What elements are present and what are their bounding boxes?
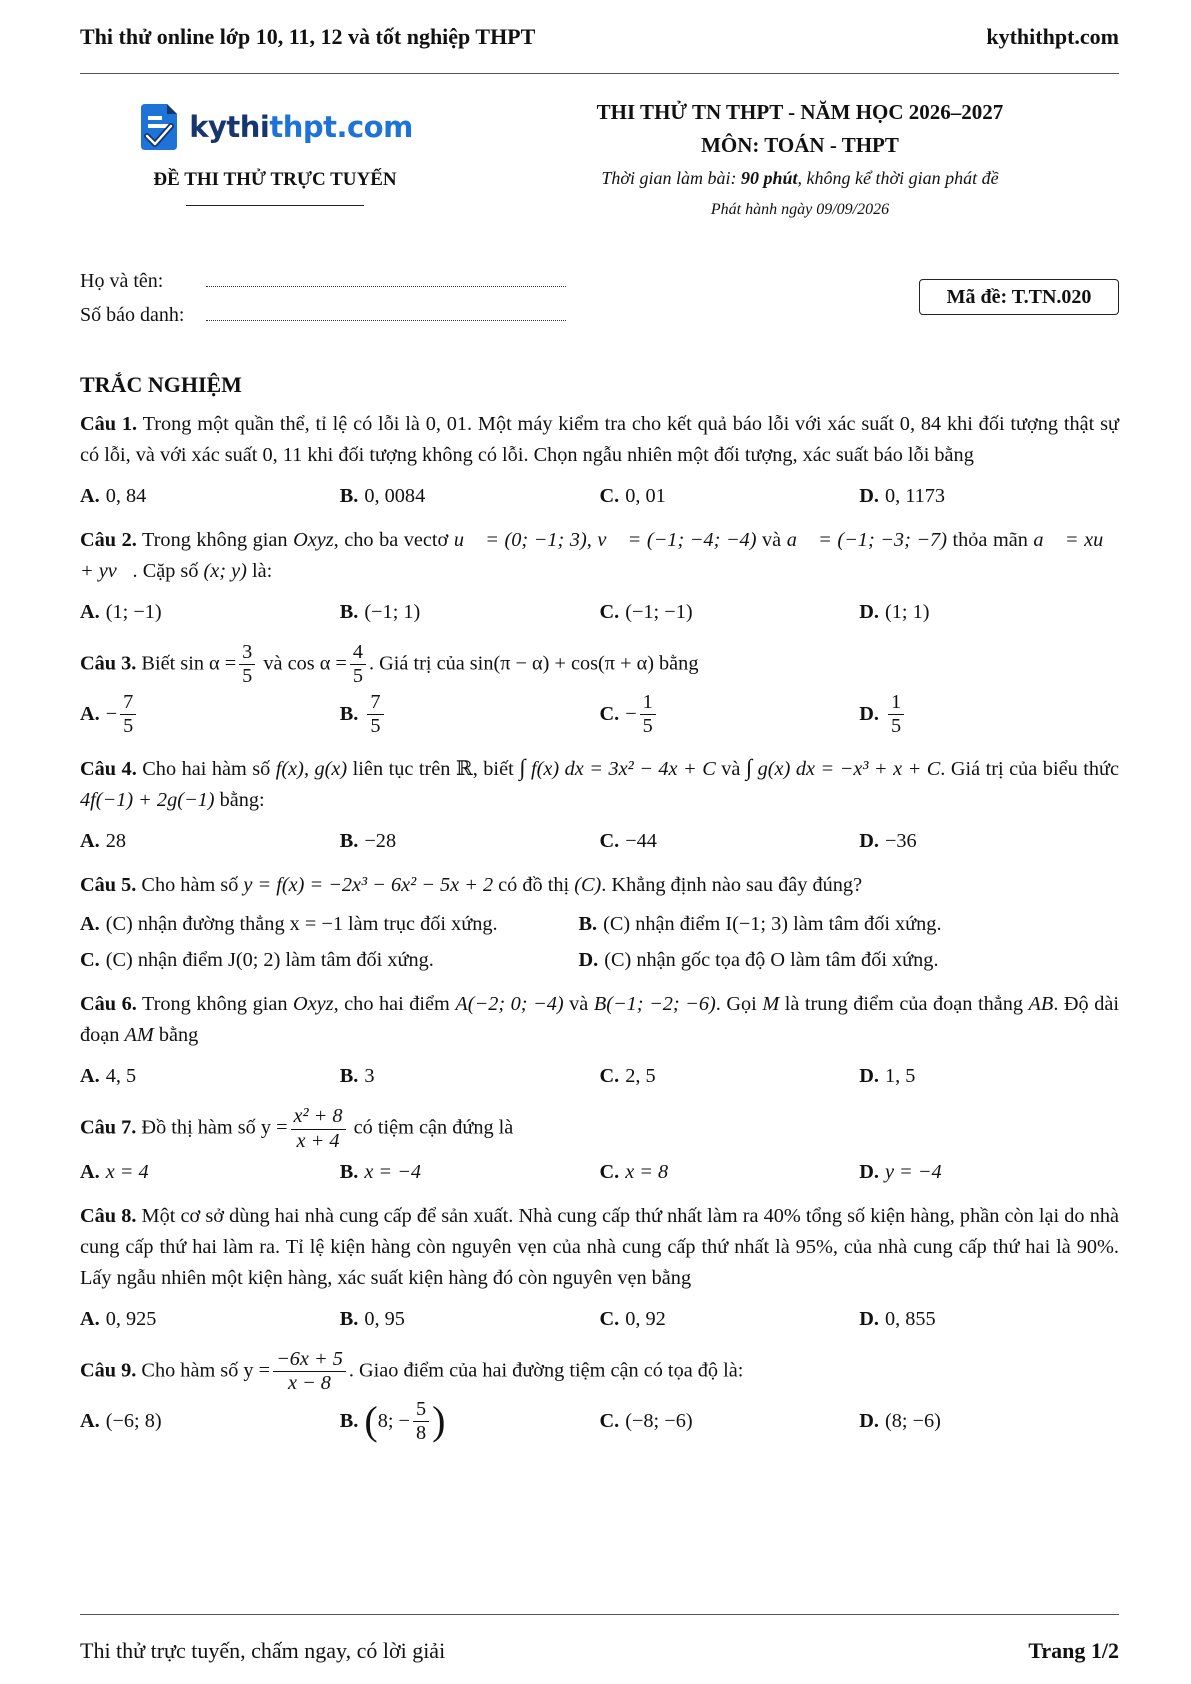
- option-d[interactable]: D. 1, 5: [859, 1065, 916, 1088]
- option-b[interactable]: B. 0, 0084: [339, 485, 426, 507]
- question-stem: Câu 5. Cho hàm số y = f(x) = −2x³ − 6x² − 5x + 2 có đồ thị (C). Khẳng định nào sau đây đúng?: [80, 874, 863, 897]
- question-stem: Câu 9. Cho hàm số y = $\frac{-6x + 5}{x - 8}$ . Giao điểm của hai đường tiệm cận có tọa độ là:: [80, 1347, 744, 1395]
- fraction: $\frac{3}{5}$: [239, 641, 255, 689]
- option-c[interactable]: C. 0, 01: [599, 485, 666, 507]
- header-site-link[interactable]: kythithpt.com: [986, 24, 1119, 49]
- option-a[interactable]: A. 4, 5: [80, 1065, 137, 1088]
- exam-code-box: Mã đề: T.TN.020: [919, 279, 1119, 315]
- option-a[interactable]: A. (1; −1): [80, 601, 162, 623]
- option-b[interactable]: B. ( 8; − $\frac{5}{8}$ ): [339, 1397, 446, 1444]
- student-id-field[interactable]: [206, 306, 566, 321]
- page-footer: [80, 1638, 1119, 1664]
- site-logo: [137, 100, 413, 154]
- fraction: $\frac{\text{x² + 8}}{x + 4}$: [291, 1105, 346, 1153]
- footer-tagline: Thi thử trực tuyến, chấm ngay, có lời giải: [80, 1638, 446, 1663]
- question-6: [80, 989, 1119, 1091]
- answer-options: [80, 1061, 1119, 1091]
- page-number: Trang 1/2: [1028, 1638, 1119, 1663]
- option-c[interactable]: C. (C) nhận điểm J(0; 2) làm tâm đối xứng.: [80, 949, 434, 972]
- option-b[interactable]: B. (C) nhận điểm I(−1; 3) làm tâm đối xứng.: [578, 913, 942, 936]
- question-4: [80, 752, 1119, 856]
- header-divider: [80, 73, 1119, 74]
- answer-options-row-1: [80, 909, 1119, 939]
- exam-release-date: Phát hành ngày 09/09/2026: [710, 201, 890, 218]
- option-b[interactable]: B. 0, 95: [339, 1307, 405, 1330]
- question-9: [80, 1348, 1119, 1445]
- option-c[interactable]: C. (−1; −1): [599, 601, 693, 623]
- exam-info: [540, 96, 1060, 226]
- option-b[interactable]: B. 3: [339, 1065, 375, 1088]
- question-stem: Câu 2. Trong không gian Oxyz, cho ba vectơ u⃗ = (0; −1; 3), v⃗ = (−1; −4; −4) và a⃗ = (−1; −3; −7) thỏa mãn a⃗ = xu⃗ + yv⃗. Cặp số (x; y) là:: [80, 529, 1120, 582]
- option-d[interactable]: D. (8; −6): [859, 1410, 941, 1433]
- exam-subtitle: ĐỀ THI THỬ TRỰC TUYẾN: [153, 169, 397, 190]
- answer-options: [80, 691, 1119, 739]
- question-stem: Câu 6. Trong không gian Oxyz, cho hai điểm A(−2; 0; −4) và B(−1; −2; −6). Gọi M là trung điểm của đoạn thẳng AB. Độ dài đoạn AM bằng: [80, 993, 1119, 1047]
- question-list: [80, 409, 1119, 1459]
- option-a[interactable]: A. 0, 84: [80, 485, 147, 507]
- answer-options-row-2: [80, 945, 1119, 975]
- subtitle-underline: [186, 205, 364, 206]
- fraction: $\frac{-6x + 5}{x - 8}$: [273, 1348, 346, 1396]
- question-1: [80, 409, 1119, 511]
- answer-options: [80, 597, 1119, 627]
- question-stem: Câu 3. Biết sin α = $\frac{3}{5}$ và cos α = $\frac{4}{5}$ . Giá trị của sin(π − α) + cos(π + α) bằng: [80, 641, 699, 688]
- option-b[interactable]: B. $\frac{7}{5}$: [340, 691, 600, 739]
- option-c[interactable]: C. − $\frac{1}{5}$: [600, 691, 860, 739]
- student-name-label: Họ và tên:: [80, 270, 164, 292]
- option-d[interactable]: D. 0, 1173: [859, 485, 946, 507]
- option-a[interactable]: A. − $\frac{7}{5}$: [80, 691, 340, 739]
- running-header: [80, 22, 1119, 52]
- exam-title: THI THỬ TN THPT - NĂM HỌC 2026–2027: [596, 100, 1004, 124]
- option-a[interactable]: A. 28: [80, 830, 126, 853]
- option-c[interactable]: C. (−8; −6): [599, 1410, 693, 1433]
- student-id-label: Số báo danh:: [80, 304, 185, 326]
- question-8: [80, 1201, 1119, 1334]
- answer-options: [80, 481, 1119, 511]
- logo-block: [80, 100, 470, 206]
- option-a[interactable]: A. x = 4: [80, 1160, 149, 1183]
- option-d[interactable]: D. (C) nhận gốc tọa độ O làm tâm đối xứng.: [578, 949, 939, 972]
- answer-options: [80, 826, 1119, 856]
- option-a[interactable]: A. (C) nhận đường thẳng x = −1 làm trục đối xứng.: [80, 913, 498, 936]
- exam-duration: Thời gian làm bài: 90 phút, không kể thời gian phát đề: [601, 168, 999, 188]
- option-c[interactable]: C. x = 8: [599, 1160, 669, 1183]
- logo-wordmark: kythithpt.com: [189, 110, 413, 144]
- student-info: [80, 264, 566, 332]
- section-heading: TRẮC NGHIỆM: [80, 372, 242, 397]
- answer-options: [80, 1157, 1119, 1187]
- question-stem: Câu 7. Đồ thị hàm số y = $\frac{\text{x² + 8}}{x + 4}$ có tiệm cận đứng là: [80, 1105, 514, 1152]
- footer-divider: [80, 1614, 1119, 1615]
- option-b[interactable]: B. x = −4: [339, 1160, 422, 1183]
- student-name-field[interactable]: [206, 272, 566, 287]
- question-5: [80, 870, 1119, 975]
- answer-options: [80, 1304, 1119, 1334]
- question-7: [80, 1105, 1119, 1187]
- question-2: [80, 525, 1119, 627]
- student-id-row: [80, 298, 566, 332]
- option-c[interactable]: C. 0, 92: [599, 1307, 666, 1330]
- option-d[interactable]: D. −36: [859, 830, 917, 853]
- option-c[interactable]: C. 2, 5: [599, 1065, 656, 1088]
- option-b[interactable]: B. −28: [339, 830, 397, 853]
- header-left-text: Thi thử online lớp 10, 11, 12 và tốt nghiệp THPT: [80, 24, 536, 49]
- question-stem: Câu 1. Trong một quần thể, tỉ lệ có lỗi là 0, 01. Một máy kiểm tra cho kết quả báo lỗi với xác suất 0, 84 khi đối tượng thật sự có lỗi, và với xác suất 0, 11 khi đối tượng không có lỗi. Chọn ngẫu nhiên một đối tượng, xác suất báo lỗi bằng: [80, 413, 1119, 466]
- exam-subject: MÔN: TOÁN - THPT: [701, 133, 899, 157]
- option-b[interactable]: B. (−1; 1): [339, 601, 421, 623]
- option-d[interactable]: D. (1; 1): [859, 601, 930, 623]
- option-d[interactable]: D. 0, 855: [859, 1307, 936, 1330]
- option-a[interactable]: A. 0, 925: [80, 1307, 157, 1330]
- fraction: $\frac{4}{5}$: [350, 641, 366, 689]
- student-name-row: [80, 264, 566, 298]
- question-stem: Câu 8. Một cơ sở dùng hai nhà cung cấp để sản xuất. Nhà cung cấp thứ nhất làm ra 40% tổng số kiện hàng, phần còn lại do nhà cung cấp thứ hai làm ra. Tỉ lệ kiện hàng còn nguyên vẹn của nhà cung cấp thứ nhất là 95%, của nhà cung cấp thứ hai là 90%. Lấy ngẫu nhiên một kiện hàng, xác suất kiện hàng đó còn nguyên vẹn bằng: [80, 1204, 1119, 1289]
- option-a[interactable]: A. (−6; 8): [80, 1410, 162, 1433]
- question-3: [80, 641, 1119, 738]
- exam-page: [80, 0, 1119, 1684]
- option-c[interactable]: C. −44: [599, 830, 657, 853]
- option-d[interactable]: D. $\frac{1}{5}$: [859, 691, 1119, 739]
- question-stem: Câu 4. Cho hai hàm số f(x), g(x) liên tục trên ℝ, biết ∫ f(x) dx = 3x² − 4x + C và ∫ g(x) dx = −x³ + x + C. Giá trị của biểu thức 4f(−1) + 2g(−1) bằng:: [80, 755, 1119, 812]
- option-d[interactable]: D. y = −4: [859, 1160, 942, 1183]
- logo-doc-check-icon: [137, 102, 183, 152]
- answer-options: [80, 1398, 1119, 1446]
